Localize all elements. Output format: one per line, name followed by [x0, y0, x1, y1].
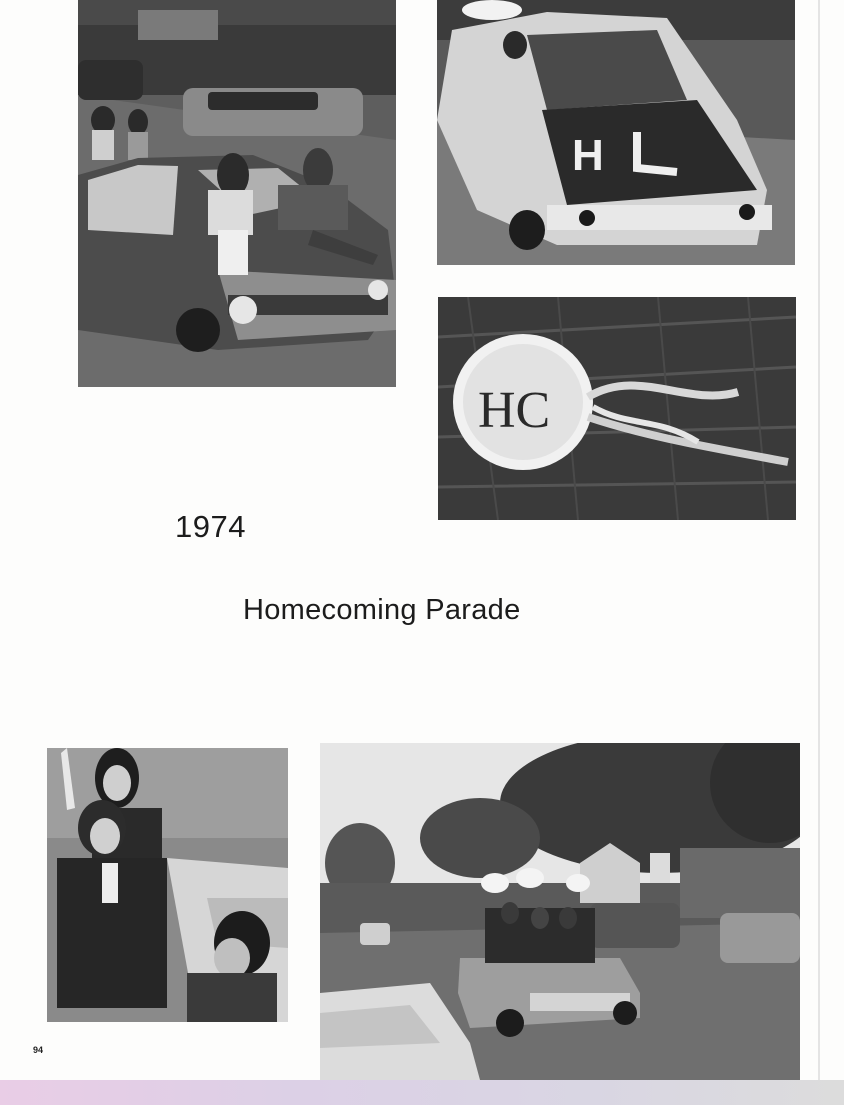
- parade-street-photo: [320, 743, 800, 1080]
- year-heading: 1974: [175, 509, 246, 544]
- car-hood-riders-photo: [78, 0, 396, 387]
- girls-on-car-photo: [47, 748, 288, 1022]
- hc-decorated-car-photo: [437, 0, 795, 265]
- svg-text:H: H: [572, 131, 604, 180]
- page-title: Homecoming Parade: [243, 594, 521, 626]
- svg-text:HC: HC: [478, 382, 551, 439]
- scan-bottom-band: [0, 1080, 844, 1105]
- page-edge-shadow: [818, 0, 820, 1080]
- hc-flower-decoration-photo: [438, 297, 796, 520]
- page-number: 94: [33, 1045, 44, 1055]
